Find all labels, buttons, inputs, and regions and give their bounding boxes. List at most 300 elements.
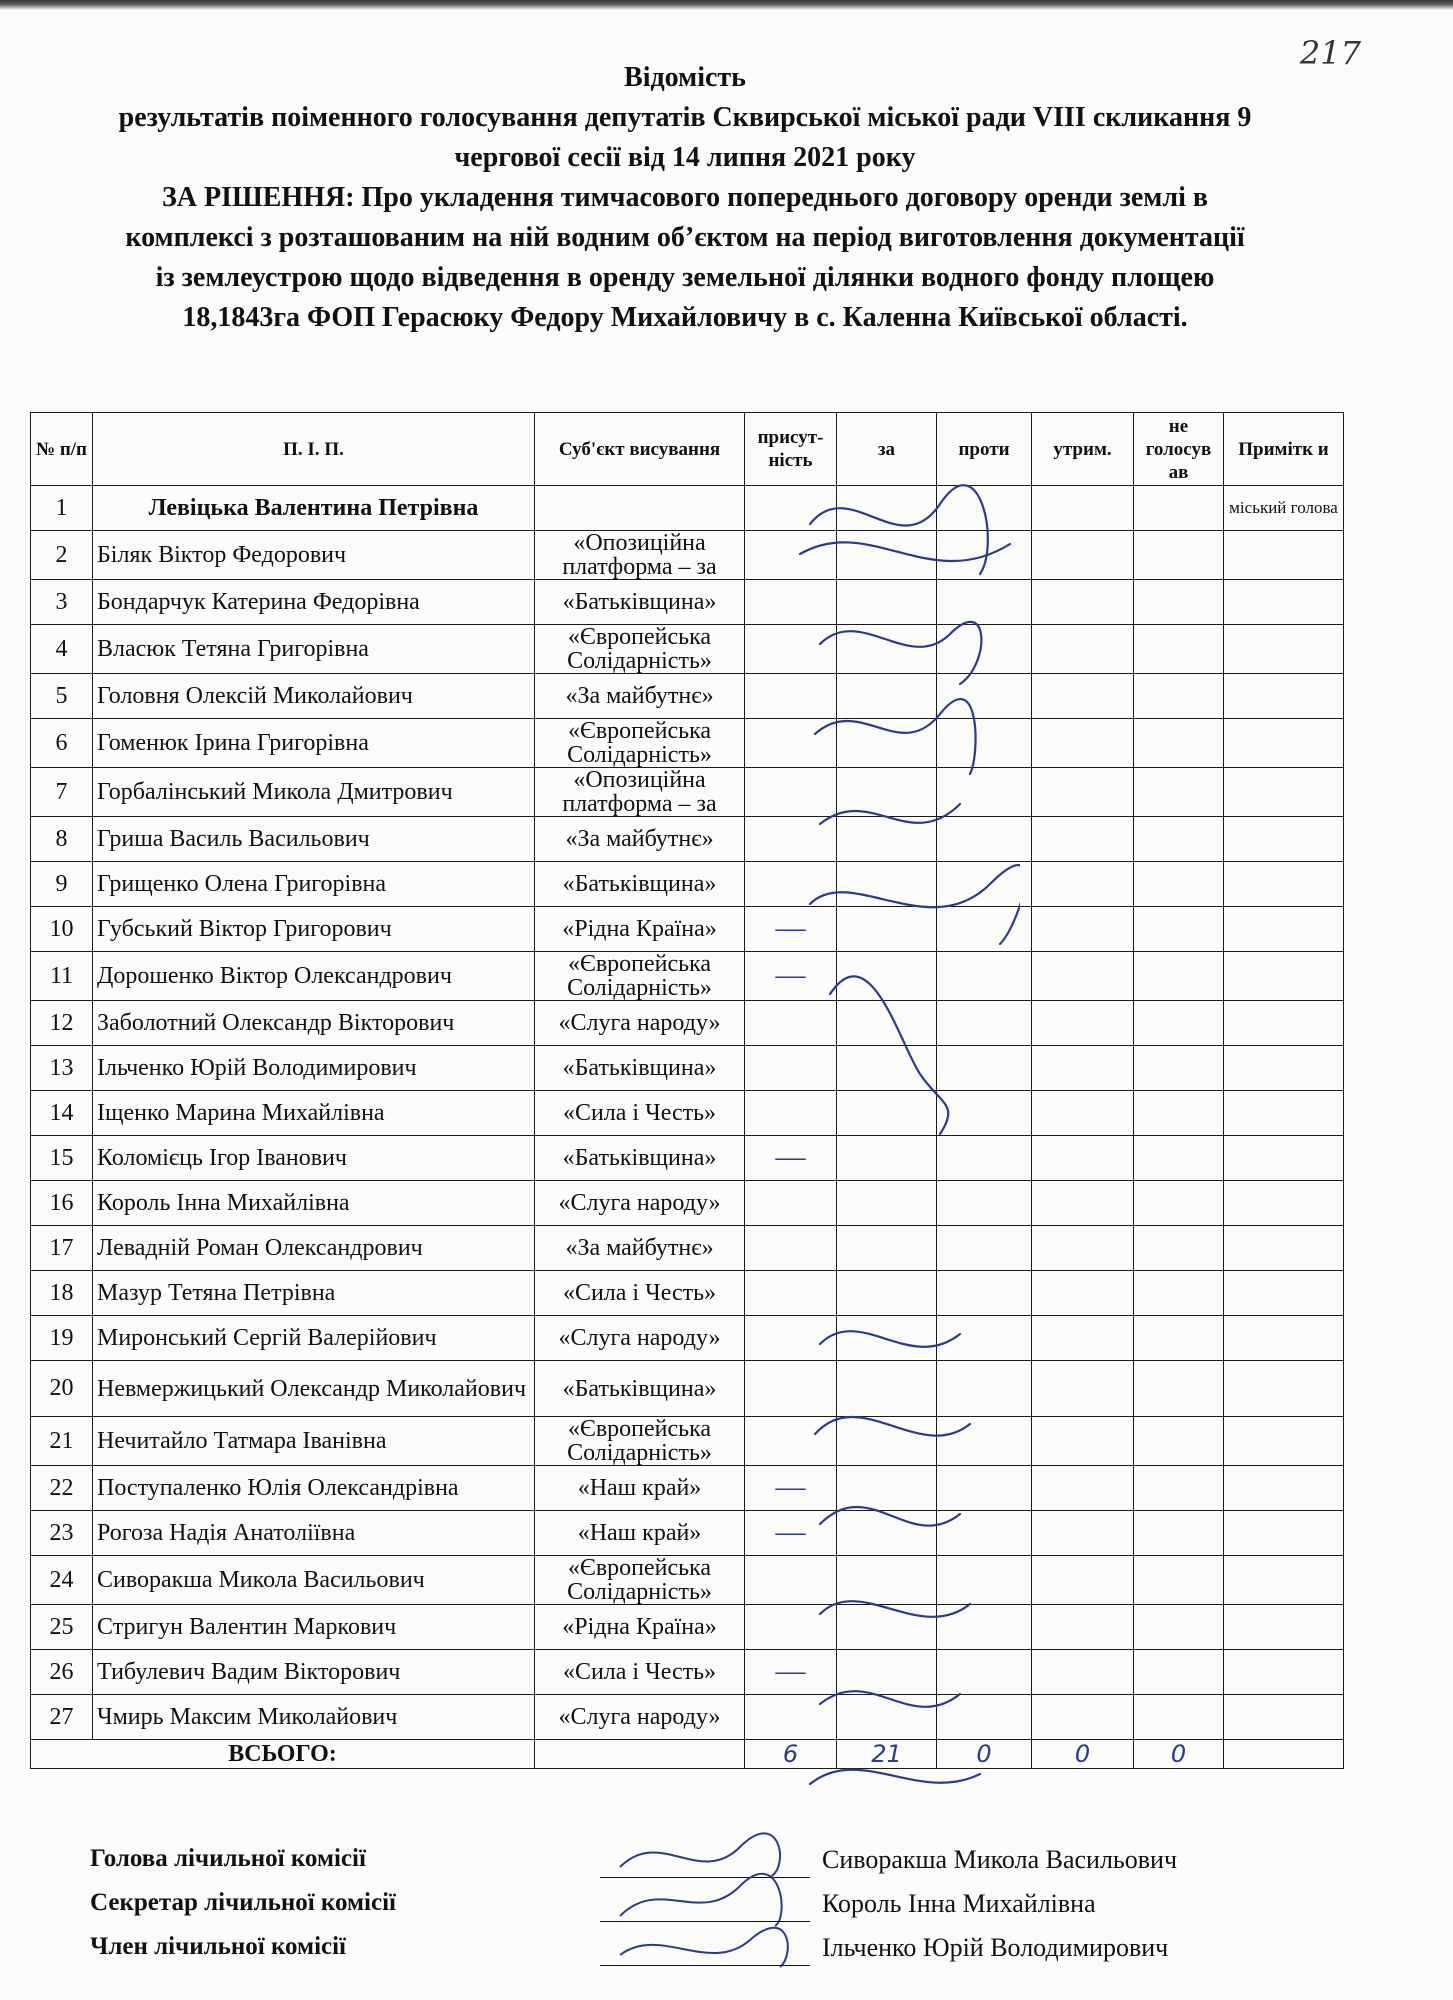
table-row [31,580,1344,625]
row-name: Левадній Роман Олександрович [93,1226,535,1271]
row-not-voted [1134,1695,1224,1740]
row-num: 20 [31,1361,93,1417]
row-present [745,817,837,862]
row-abstain [1032,1695,1134,1740]
row-against [937,1511,1032,1556]
row-num: 14 [31,1091,93,1136]
row-for [837,1001,937,1046]
row-party: «Європейська Солідарність» [535,625,745,674]
row-party: «Опозиційна платформа – за [535,531,745,580]
row-against [937,1695,1032,1740]
row-party: «Опозиційна платформа – за [535,768,745,817]
row-not-voted [1134,1136,1224,1181]
member-signature-line [600,1965,810,1966]
col-header-party: Суб'єкт висування [535,413,745,486]
row-num: 15 [31,1136,93,1181]
row-name: Миронський Сергій Валерійович [93,1316,535,1361]
col-header-abstain: утрим. [1032,413,1134,486]
table-row [31,1650,1344,1695]
row-for [837,719,937,768]
row-num: 17 [31,1226,93,1271]
row-against [937,907,1032,952]
row-name: Левіцька Валентина Петрівна [93,486,535,531]
row-party: «Батьківщина» [535,1361,745,1417]
table-row [31,817,1344,862]
row-for [837,1136,937,1181]
row-name: Поступаленко Юлія Олександрівна [93,1466,535,1511]
table-row [31,719,1344,768]
decision-line-1: ЗА РІШЕННЯ: Про укладення тимчасового попереднього договору оренди землі в [161,182,1208,213]
row-note: міський голова [1224,486,1344,531]
row-party: «Європейська Солідарність» [535,952,745,1001]
totals-row [31,1740,1344,1769]
totals-label: ВСЬОГО: [31,1740,535,1769]
voting-table [30,412,1344,1769]
row-for [837,768,937,817]
col-header-name: П. І. П. [93,413,535,486]
row-not-voted [1134,1605,1224,1650]
row-note [1224,674,1344,719]
row-name: Стригун Валентин Маркович [93,1605,535,1650]
table-row [31,1271,1344,1316]
row-note [1224,1605,1344,1650]
row-name: Дорошенко Віктор Олександрович [93,952,535,1001]
row-present [745,1226,837,1271]
col-header-for: за [837,413,937,486]
row-note [1224,1361,1344,1417]
row-name: Гриша Василь Васильович [93,817,535,862]
table-row [31,1181,1344,1226]
row-num: 5 [31,674,93,719]
row-note [1224,1091,1344,1136]
row-abstain [1032,674,1134,719]
row-num: 10 [31,907,93,952]
row-abstain [1032,1417,1134,1466]
row-for [837,817,937,862]
table-row [31,952,1344,1001]
row-num: 11 [31,952,93,1001]
row-for [837,1271,937,1316]
row-not-voted [1134,768,1224,817]
row-num: 19 [31,1316,93,1361]
row-against [937,862,1032,907]
row-num: 16 [31,1181,93,1226]
row-for [837,1361,937,1417]
row-for [837,862,937,907]
row-name: Сиворакша Микола Васильович [93,1556,535,1605]
document-subtitle-line-2: чергової сесії від 14 липня 2021 року [454,142,916,173]
row-num: 13 [31,1046,93,1091]
row-present [745,1316,837,1361]
row-name: Власюк Тетяна Григорівна [93,625,535,674]
row-not-voted [1134,1361,1224,1417]
row-abstain [1032,625,1134,674]
table-row [31,1466,1344,1511]
row-num: 25 [31,1605,93,1650]
decision-line-4: 18,1843га ФОП Герасюку Федору Михайловичу в с. Каленна Київської області. [182,302,1188,333]
row-num: 23 [31,1511,93,1556]
row-against [937,1091,1032,1136]
row-not-voted [1134,952,1224,1001]
row-abstain [1032,1181,1134,1226]
member-name: Ільченко Юрій Володимирович [822,1933,1169,1962]
row-note [1224,1650,1344,1695]
row-name: Губський Віктор Григорович [93,907,535,952]
table-row [31,1511,1344,1556]
table-row [31,1417,1344,1466]
row-for [837,580,937,625]
row-present [745,862,837,907]
member-signature [600,1915,820,1975]
row-num: 8 [31,817,93,862]
row-present [745,1605,837,1650]
row-not-voted [1134,1417,1224,1466]
row-present: — [745,907,837,952]
row-for [837,1091,937,1136]
table-row [31,862,1344,907]
document-header [40,58,1330,338]
row-against [937,674,1032,719]
row-note [1224,625,1344,674]
row-for [837,1556,937,1605]
row-present [745,1091,837,1136]
row-present: — [745,1511,837,1556]
row-abstain [1032,531,1134,580]
row-note [1224,1046,1344,1091]
row-against [937,1466,1032,1511]
secretary-name: Король Інна Михайлівна [822,1889,1096,1918]
row-party: «Батьківщина» [535,1046,745,1091]
row-note [1224,768,1344,817]
row-party: «Слуга народу» [535,1695,745,1740]
table-row [31,1226,1344,1271]
row-abstain [1032,1511,1134,1556]
total-not-voted: 0 [1134,1740,1224,1769]
totals-party [535,1740,745,1769]
row-note [1224,817,1344,862]
row-abstain [1032,1316,1134,1361]
row-against [937,817,1032,862]
row-party: «Слуга народу» [535,1001,745,1046]
row-not-voted [1134,862,1224,907]
row-for [837,486,937,531]
row-present: — [745,1136,837,1181]
col-header-num: № п/п [31,413,93,486]
row-party: «Слуга народу» [535,1316,745,1361]
row-note [1224,1136,1344,1181]
row-num: 7 [31,768,93,817]
table-row [31,1046,1344,1091]
row-abstain [1032,1556,1134,1605]
row-abstain [1032,1091,1134,1136]
row-present [745,625,837,674]
row-party: «Наш край» [535,1466,745,1511]
row-num: 26 [31,1650,93,1695]
commission-footer [80,1845,1340,1977]
row-against [937,719,1032,768]
row-present [745,1271,837,1316]
row-party: «Рідна Країна» [535,907,745,952]
row-against [937,531,1032,580]
row-num: 21 [31,1417,93,1466]
table-header-row [31,413,1344,486]
row-abstain [1032,862,1134,907]
row-note [1224,952,1344,1001]
row-party: «Наш край» [535,1511,745,1556]
row-against [937,580,1032,625]
row-for [837,1466,937,1511]
row-name: Коломієць Ігор Іванович [93,1136,535,1181]
row-note [1224,1511,1344,1556]
row-name: Заболотний Олександр Вікторович [93,1001,535,1046]
footer-row-member [80,1933,1340,1977]
row-name: Чмирь Максим Миколайович [93,1695,535,1740]
table-row [31,625,1344,674]
row-for [837,1511,937,1556]
table-row [31,674,1344,719]
row-for [837,625,937,674]
row-against [937,1181,1032,1226]
row-for [837,907,937,952]
row-not-voted [1134,1046,1224,1091]
row-present [745,1001,837,1046]
row-note [1224,1556,1344,1605]
row-party: «За майбутнє» [535,817,745,862]
row-name: Невмержицький Олександр Миколайович [93,1361,535,1417]
row-abstain [1032,1046,1134,1091]
row-for [837,1650,937,1695]
row-abstain [1032,580,1134,625]
row-note [1224,1466,1344,1511]
row-present [745,1556,837,1605]
row-present [745,486,837,531]
row-num: 1 [31,486,93,531]
row-present [745,1695,837,1740]
row-for [837,531,937,580]
row-against [937,768,1032,817]
row-against [937,1271,1032,1316]
row-num: 24 [31,1556,93,1605]
row-present: — [745,1466,837,1511]
row-against [937,1136,1032,1181]
row-name: Рогоза Надія Анатоліївна [93,1511,535,1556]
row-not-voted [1134,580,1224,625]
table-row [31,1001,1344,1046]
table-body [31,486,1344,1740]
table-row [31,768,1344,817]
table-row [31,1091,1344,1136]
row-party: «Батьківщина» [535,580,745,625]
total-present: 6 [745,1740,837,1769]
row-num: 22 [31,1466,93,1511]
table-row [31,1136,1344,1181]
row-against [937,1417,1032,1466]
row-note [1224,1271,1344,1316]
row-party: «Європейська Солідарність» [535,719,745,768]
row-for [837,1226,937,1271]
table-row [31,486,1344,531]
row-party: «За майбутнє» [535,674,745,719]
table-row [31,1695,1344,1740]
row-party: «За майбутнє» [535,1226,745,1271]
row-party: «Сила і Честь» [535,1271,745,1316]
row-abstain [1032,1136,1134,1181]
table-row [31,531,1344,580]
row-against [937,625,1032,674]
row-against [937,1046,1032,1091]
row-name: Гоменюк Ірина Григорівна [93,719,535,768]
row-for [837,952,937,1001]
row-for [837,1181,937,1226]
table-row [31,1316,1344,1361]
row-against [937,486,1032,531]
row-not-voted [1134,1001,1224,1046]
row-against [937,1361,1032,1417]
row-party: «Слуга народу» [535,1181,745,1226]
row-not-voted [1134,1091,1224,1136]
row-abstain [1032,1466,1134,1511]
table-row [31,1361,1344,1417]
total-abstain: 0 [1032,1740,1134,1769]
chair-name: Сиворакша Микола Васильович [822,1845,1178,1874]
row-num: 3 [31,580,93,625]
row-name: Біляк Віктор Федорович [93,531,535,580]
row-abstain [1032,1605,1134,1650]
row-abstain [1032,768,1134,817]
row-abstain [1032,1361,1134,1417]
row-num: 6 [31,719,93,768]
row-abstain [1032,1271,1134,1316]
row-num: 2 [31,531,93,580]
row-not-voted [1134,531,1224,580]
row-present [745,674,837,719]
row-not-voted [1134,719,1224,768]
table-row [31,1605,1344,1650]
row-name: Нечитайло Татмара Іванівна [93,1417,535,1466]
row-num: 27 [31,1695,93,1740]
row-against [937,1226,1032,1271]
row-note [1224,1417,1344,1466]
signature-stroke [810,1770,980,1784]
row-note [1224,1316,1344,1361]
row-not-voted [1134,1556,1224,1605]
row-for [837,1046,937,1091]
row-against [937,1556,1032,1605]
total-for: 21 [837,1740,937,1769]
col-header-present: присут-ність [745,413,837,486]
document-title: Відомість [624,62,746,93]
row-not-voted [1134,625,1224,674]
row-abstain [1032,817,1134,862]
row-party: «Сила і Честь» [535,1650,745,1695]
decision-line-3: із землеустрою щодо відведення в оренду земельної ділянки водного фонду площею [155,262,1215,293]
col-header-note: Примітк и [1224,413,1344,486]
row-not-voted [1134,1226,1224,1271]
member-role: Член лічильної комісії [90,1933,347,1960]
row-not-voted [1134,907,1224,952]
row-name: Іщенко Марина Михайлівна [93,1091,535,1136]
row-num: 9 [31,862,93,907]
row-party: «Європейська Солідарність» [535,1556,745,1605]
row-note [1224,907,1344,952]
chair-role: Голова лічильної комісії [90,1845,366,1872]
row-note [1224,719,1344,768]
row-note [1224,862,1344,907]
row-num: 12 [31,1001,93,1046]
row-present [745,1417,837,1466]
row-name: Головня Олексій Миколайович [93,674,535,719]
secretary-role: Секретар лічильної комісії [90,1889,396,1916]
row-party: «Європейська Солідарність» [535,1417,745,1466]
row-not-voted [1134,674,1224,719]
row-name: Бондарчук Катерина Федорівна [93,580,535,625]
row-abstain [1032,486,1134,531]
row-party: «Сила і Честь» [535,1091,745,1136]
row-not-voted [1134,1316,1224,1361]
row-name: Ільченко Юрій Володимирович [93,1046,535,1091]
page-number: 217 [1299,34,1361,72]
row-against [937,1650,1032,1695]
row-present: — [745,1650,837,1695]
row-not-voted [1134,1271,1224,1316]
row-name: Король Інна Михайлівна [93,1181,535,1226]
document-subtitle-line-1: результатів поіменного голосування депутатів Сквирської міської ради VIII скликання 9 [118,102,1252,133]
row-for [837,1695,937,1740]
row-present [745,1181,837,1226]
row-for [837,1417,937,1466]
row-abstain [1032,1001,1134,1046]
row-present [745,531,837,580]
row-party: «Батьківщина» [535,1136,745,1181]
row-present [745,1046,837,1091]
row-num: 18 [31,1271,93,1316]
row-for [837,1605,937,1650]
row-not-voted [1134,1650,1224,1695]
row-present [745,719,837,768]
row-against [937,952,1032,1001]
row-present: — [745,952,837,1001]
row-present [745,1361,837,1417]
row-against [937,1001,1032,1046]
row-for [837,674,937,719]
row-name: Грищенко Олена Григорівна [93,862,535,907]
decision-line-2: комплексі з розташованим на ній водним об’єктом на період виготовлення документації [125,222,1245,253]
row-not-voted [1134,486,1224,531]
row-note [1224,580,1344,625]
row-not-voted [1134,817,1224,862]
row-party: «Батьківщина» [535,862,745,907]
row-abstain [1032,1650,1134,1695]
row-party [535,486,745,531]
row-not-voted [1134,1511,1224,1556]
row-abstain [1032,907,1134,952]
row-note [1224,1001,1344,1046]
row-name: Мазур Тетяна Петрівна [93,1271,535,1316]
row-not-voted [1134,1181,1224,1226]
row-note [1224,1181,1344,1226]
total-note [1224,1740,1344,1769]
row-note [1224,1226,1344,1271]
row-num: 4 [31,625,93,674]
row-note [1224,531,1344,580]
row-against [937,1605,1032,1650]
row-abstain [1032,1226,1134,1271]
scan-top-edge [0,0,1453,10]
row-against [937,1316,1032,1361]
row-present [745,768,837,817]
row-party: «Рідна Країна» [535,1605,745,1650]
row-name: Тибулевич Вадим Вікторович [93,1650,535,1695]
